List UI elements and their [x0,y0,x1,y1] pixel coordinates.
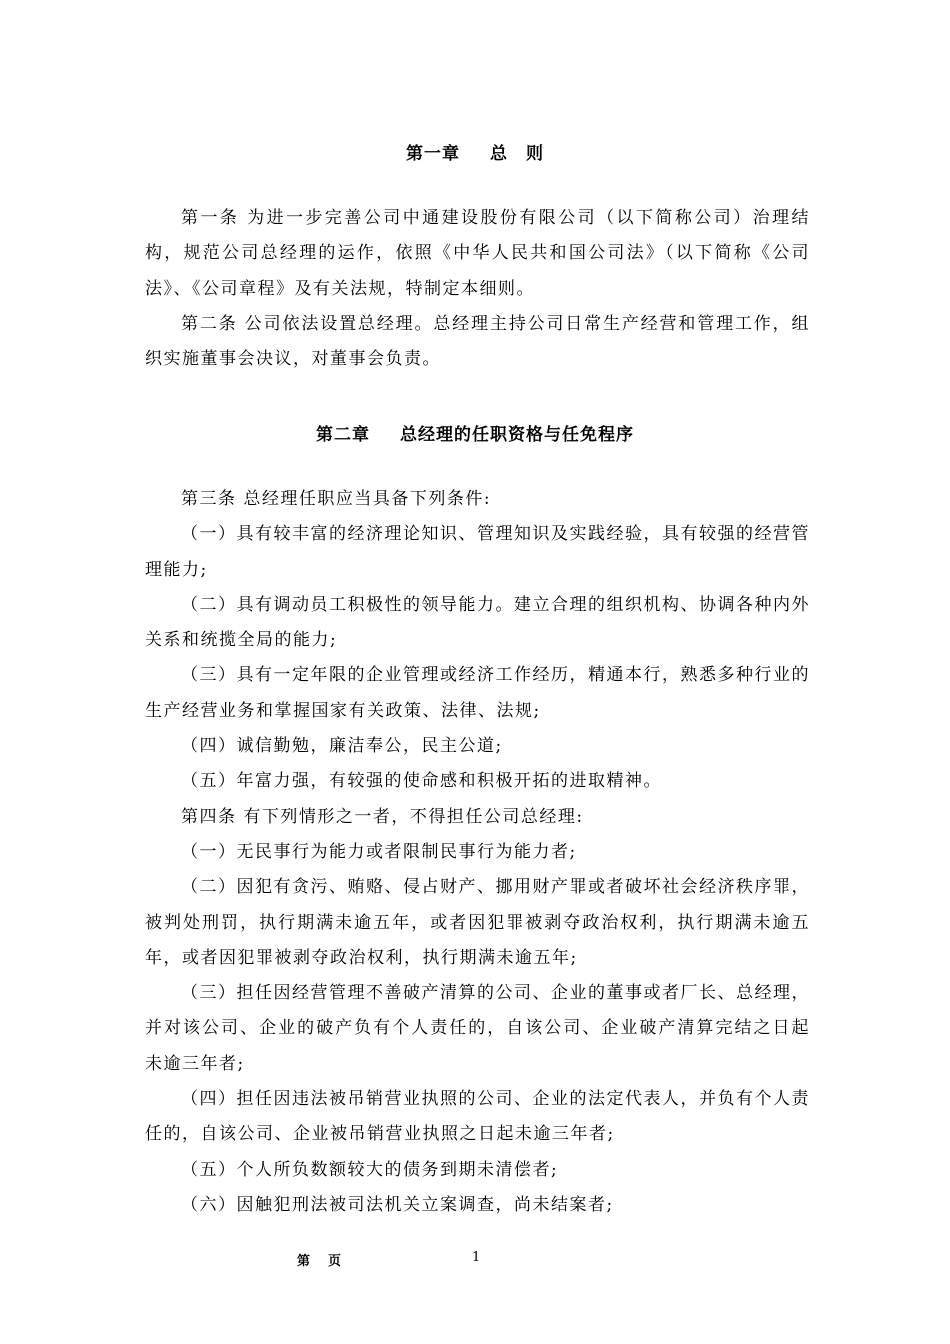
page-label-part-1: 第 [297,1254,311,1269]
list-item: （二）具有调动员工积极性的领导能力。建立合理的组织机构、协调各种内外关系和统揽全局的能力; [145,594,810,651]
chapter-1-heading [0,139,950,164]
list-item: （六）因触犯刑法被司法机关立案调查，尚未结案者; [181,1194,614,1215]
chapter-1-body [145,201,810,377]
chapter-1-title-part-2: 则 [526,144,544,164]
page-number: 1 [472,1250,481,1265]
chapter-1-title-part-1: 总 [490,144,508,164]
page-label [297,1250,341,1269]
chapter-2-number: 第二章 [316,425,370,445]
chapter-2-title: 总经理的任职资格与任免程序 [400,425,634,445]
list-item: （一）具有较丰富的经济理论知识、管理知识及实践经验，具有较强的经营管理能力; [145,524,810,580]
article-2: 第二条 公司依法设置总经理。总经理主持公司日常生产经营和管理工作，组织实施董事会决议，对董事会负责。 [145,313,810,370]
list-item: （一）无民事行为能力或者限制民事行为能力者; [181,841,577,862]
article-4: 第四条 有下列情形之一者，不得担任公司总经理: [181,806,584,827]
list-item: （五）年富力强，有较强的使命感和积极开拓的进取精神。 [181,771,662,792]
list-item: （四）担任因违法被吊销营业执照的公司、企业的法定代表人，并负有个人责任的，自该公司、企业被吊销营业执照之日起未逾三年者; [145,1089,810,1145]
list-item: （二）因犯有贪污、贿赂、侵占财产、挪用财产罪或者破坏社会经济秩序罪，被判处刑罚，执行期满未逾五年，或者因犯罪被剥夺政治权利，执行期满未逾五年，或者因犯罪被剥夺政治权利，执行期满未逾五年; [145,877,810,968]
page-label-part-2: 页 [328,1254,342,1269]
chapter-1-number: 第一章 [406,144,460,164]
article-1: 第一条 为进一步完善公司中通建设股份有限公司（以下简称公司）治理结构，规范公司总经理的运作，依照《中华人民共和国公司法》（以下简称《公司法》、《公司章程》及有关法规，特制定本细则。 [145,208,810,299]
list-item: （三）具有一定年限的企业管理或经济工作经历，精通本行，熟悉多种行业的生产经营业务和掌握国家有关政策、法律、法规; [145,665,810,721]
list-item: （四）诚信勤勉，廉洁奉公，民主公道; [181,736,503,757]
chapter-2-heading [0,420,950,445]
list-item: （五）个人所负数额较大的债务到期未清偿者; [181,1159,559,1180]
list-item: （三）担任因经营管理不善破产清算的公司、企业的董事或者厂长、总经理，并对该公司、企业的破产负有个人责任的，自该公司、企业破产清算完结之日起未逾三年者; [145,983,810,1074]
article-3: 第三条 总经理任职应当具备下列条件: [181,489,492,509]
chapter-2-body [145,482,810,1223]
